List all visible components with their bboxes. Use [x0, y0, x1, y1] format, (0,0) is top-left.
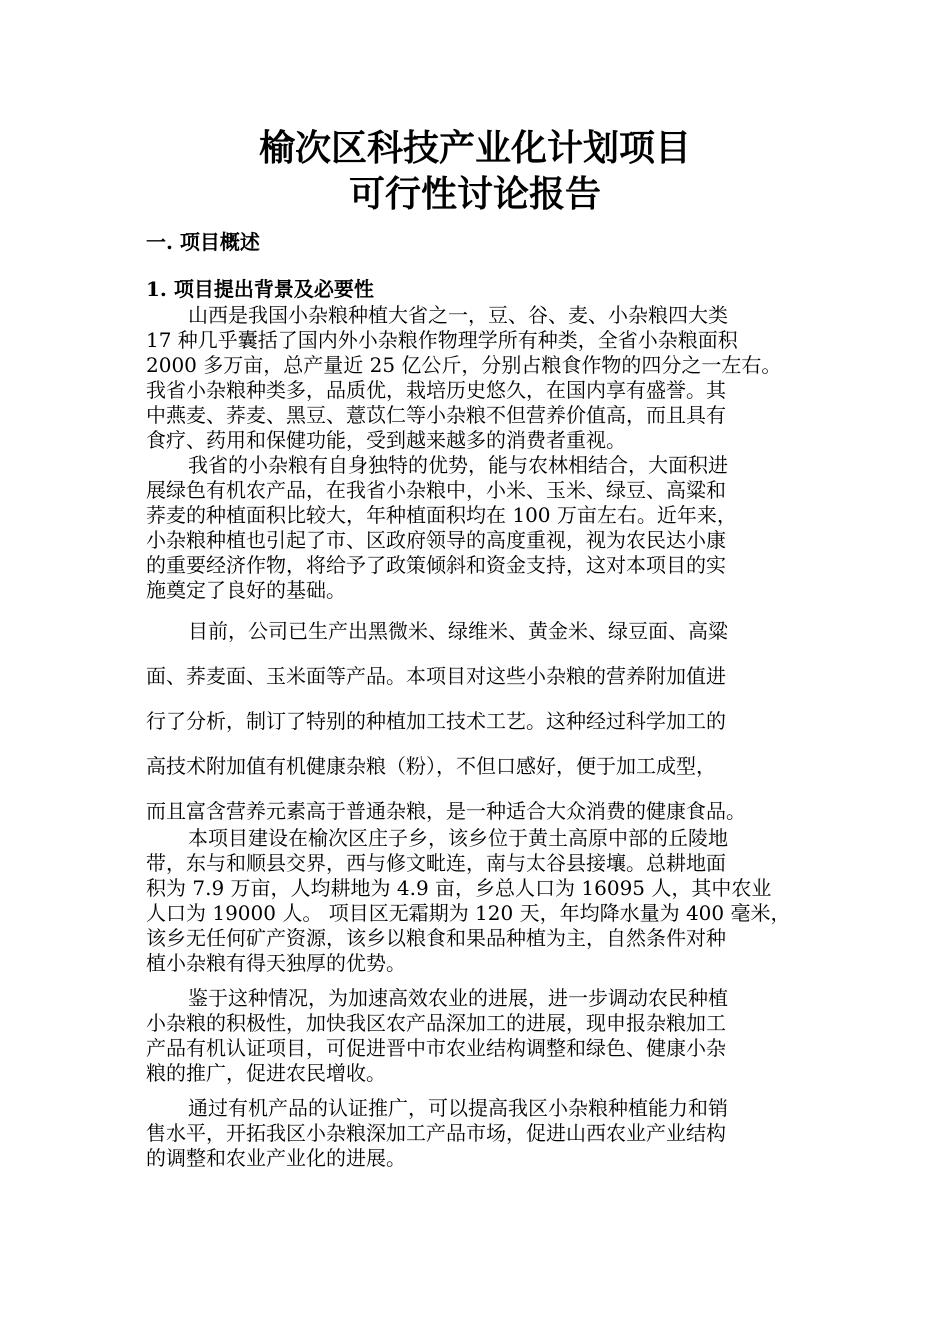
paragraph-2-line: 施奠定了良好的基础。 — [146, 578, 346, 602]
paragraph-1-line: 山西是我国小杂粮种植大省之一，豆、谷、麦、小杂粮四大类 — [188, 303, 728, 327]
paragraph-5-line: 鉴于这种情况，为加速高效农业的进展，进一步调动农民种植 — [188, 986, 728, 1010]
paragraph-3-line: 目前，公司已生产出黑微米、绿维米、黄金米、绿豆面、高粱 — [188, 619, 728, 643]
document-title-line1: 榆次区科技产业化计划项目 — [258, 127, 691, 169]
paragraph-2-line: 展绿色有机农产品，在我省小杂粮中，小米、玉米、绿豆、高粱和 — [146, 478, 726, 502]
paragraph-4-line: 带，东与和顺县交界，西与修文毗连，南与太谷县接壤。总耕地面 — [146, 851, 726, 875]
paragraph-6-line: 的调整和农业产业化的进展。 — [146, 1146, 406, 1170]
paragraph-1-line: 17 种几乎囊括了国内外小杂粮作物理学所有种类，全省小杂粮面积 — [146, 328, 738, 352]
paragraph-6-line: 通过有机产品的认证推广，可以提高我区小杂粮种植能力和销 — [188, 1096, 728, 1120]
paragraph-5-line: 小杂粮的积极性，加快我区农产品深加工的进展，现申报杂粮加工 — [146, 1011, 726, 1035]
paragraph-3-line: 而且富含营养元素高于普通杂粮，是一种适合大众消费的健康食品。 — [146, 799, 746, 823]
paragraph-6-line: 售水平，开拓我区小杂粮深加工产品市场，促进山西农业产业结构 — [146, 1121, 726, 1145]
paragraph-3-line: 行了分析，制订了特别的种植加工技术工艺。这种经过科学加工的 — [146, 709, 726, 733]
paragraph-5-line: 粮的推广，促进农民增收。 — [146, 1061, 386, 1085]
paragraph-2-line: 荞麦的种植面积比较大，年种植面积均在 100 万亩左右。近年来， — [146, 503, 737, 527]
paragraph-5-line: 产品有机认证项目，可促进晋中市农业结构调整和绿色、健康小杂 — [146, 1036, 726, 1060]
paragraph-2-line: 的重要经济作物，将给予了政策倾斜和资金支持，这对本项目的实 — [146, 553, 726, 577]
subsection-heading-background: 1. 项目提出背景及必要性 — [146, 277, 374, 301]
paragraph-4-line: 植小杂粮有得天独厚的优势。 — [146, 951, 406, 975]
paragraph-4-line: 该乡无任何矿产资源，该乡以粮食和果品种植为主，自然条件对种 — [146, 926, 726, 950]
paragraph-3-line: 面、荞麦面、玉米面等产品。本项目对这些小杂粮的营养附加值进 — [146, 664, 726, 688]
paragraph-2-line: 我省的小杂粮有自身独特的优势，能与农林相结合，大面积进 — [188, 453, 728, 477]
paragraph-1-line: 中燕麦、荞麦、黑豆、薏苡仁等小杂粮不但营养价值高，而且具有 — [146, 403, 726, 427]
paragraph-4-line: 本项目建设在榆次区庄子乡，该乡位于黄土高原中部的丘陵地 — [188, 826, 728, 850]
paragraph-4-line: 积为 7.9 万亩，人均耕地为 4.9 亩，乡总人口为 16095 人，其中农业 — [146, 876, 772, 900]
paragraph-2-line: 小杂粮种植也引起了市、区政府领导的高度重视，视为农民达小康 — [146, 528, 726, 552]
document-title-line2: 可行性讨论报告 — [348, 173, 601, 215]
section-heading-overview: 一. 项目概述 — [146, 230, 260, 254]
paragraph-1-line: 2000 多万亩，总产量近 25 亿公斤，分别占粮食作物的四分之一左右。 — [146, 353, 782, 377]
paragraph-3-line: 高技术附加值有机健康杂粮（粉），不但口感好，便于加工成型， — [146, 754, 716, 778]
paragraph-4-line: 人口为 19000 人。 项目区无霜期为 120 天，年均降水量为 400 毫米， — [146, 901, 791, 925]
paragraph-1-line: 食疗、药用和保健功能，受到越来越多的消费者重视。 — [146, 428, 626, 452]
paragraph-1-line: 我省小杂粮种类多，品质优，栽培历史悠久，在国内享有盛誉。其 — [146, 378, 726, 402]
